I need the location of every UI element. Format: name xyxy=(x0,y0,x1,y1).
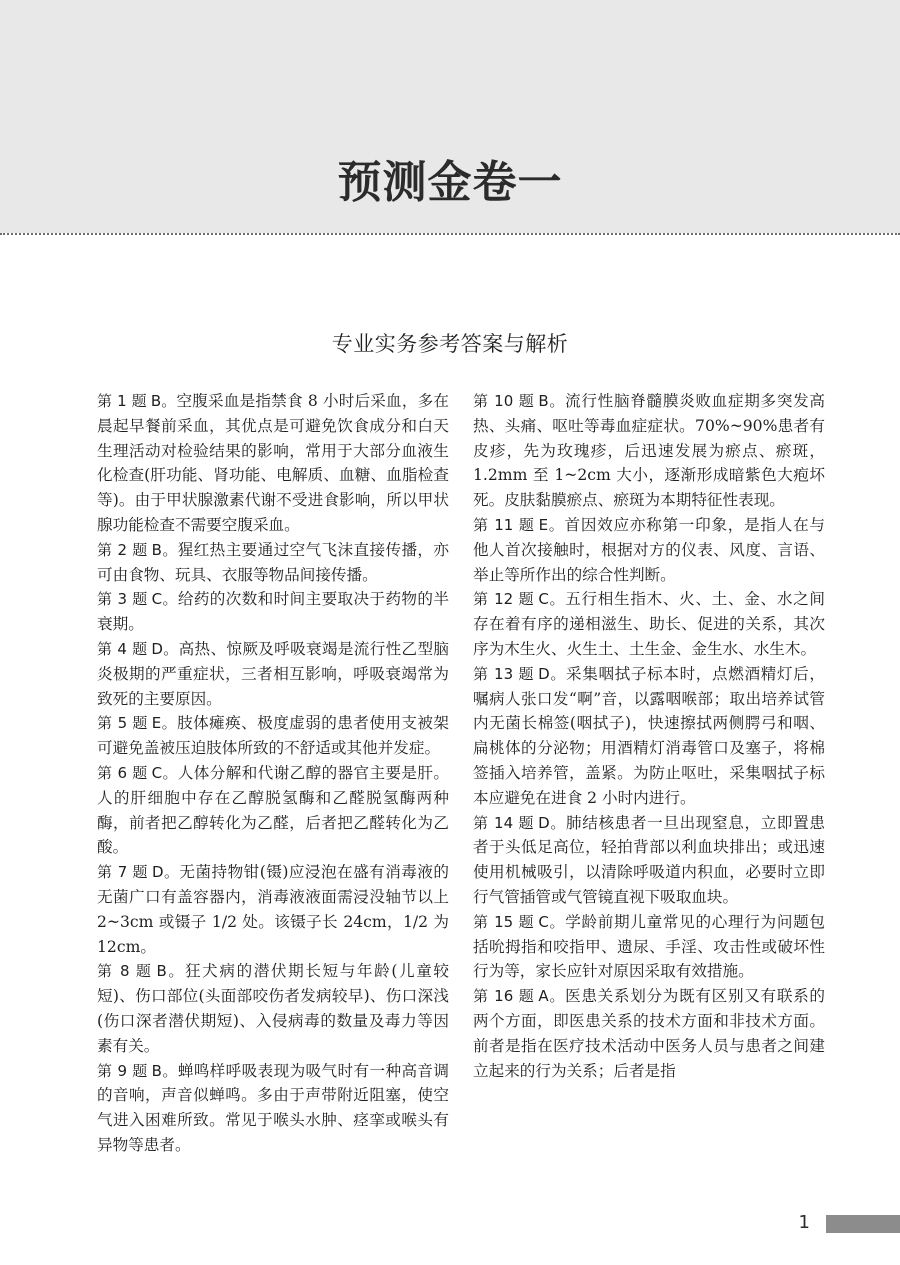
answer-choice: C。 xyxy=(538,590,566,609)
answer-explanation: 流行性脑脊髓膜炎败血症期多突发高热、头痛、呕吐等毒血症症状。70%~90%患者有皮疹，先为玫瑰疹，后迅速发展为瘀点、瘀斑，1.2mm 至 1~2cm 大小，逐渐形成暗紫色大疱坏死。皮肤黏膜瘀点、瘀斑为本期特征性表现。 xyxy=(473,392,825,510)
question-number: 第 3 题 xyxy=(97,590,148,609)
answer-choice: E。 xyxy=(538,515,565,534)
question-number: 第 8 题 xyxy=(97,962,153,981)
answer-choice: D。 xyxy=(538,664,566,683)
answer-14 xyxy=(473,811,825,910)
answer-8 xyxy=(97,959,449,1058)
question-number: 第 9 题 xyxy=(97,1061,148,1080)
answer-choice: A。 xyxy=(538,987,566,1006)
dotted-divider xyxy=(0,233,900,235)
answer-6 xyxy=(97,761,449,860)
question-number: 第 16 题 xyxy=(473,987,535,1006)
answer-explanation: 无菌持物钳(镊)应浸泡在盛有消毒液的无菌广口有盖容器内，消毒液液面需浸没轴节以上 2~3cm 或镊子 1/2 处。该镊子长 24cm，1/2 为 12cm。 xyxy=(97,863,449,956)
answer-7 xyxy=(97,860,449,959)
answer-explanation: 蝉鸣样呼吸表现为吸气时有一种高音调的音响，声音似蝉鸣。多由于声带附近阻塞，使空气进入困难所致。常见于喉头水肿、痉挛或喉头有异物等患者。 xyxy=(97,1061,449,1154)
question-number: 第 10 题 xyxy=(473,392,535,410)
answer-choice: B。 xyxy=(151,1061,178,1080)
answer-choice: D。 xyxy=(151,639,179,658)
answer-explanation: 空腹采血是指禁食 8 小时后采血，多在晨起早餐前采血，其优点是可避免饮食成分和白天生理活动对检验结果的影响，常用于大部分血液生化检查(肝功能、肾功能、电解质、血糖、血脂检查等)。由于甲状腺激素代谢不受进食影响，所以甲状腺功能检查不需要空腹采血。 xyxy=(97,392,449,534)
page-tab-marker xyxy=(826,1215,900,1233)
answer-choice: C。 xyxy=(151,590,178,609)
answer-explanation: 首因效应亦称第一印象，是指人在与他人首次接触时，根据对方的仪表、风度、言语、举止等所作出的综合性判断。 xyxy=(473,515,825,584)
answer-1 xyxy=(97,389,449,538)
answer-choice: B。 xyxy=(156,962,185,981)
answer-9 xyxy=(97,1059,449,1158)
answer-explanation: 人体分解和代谢乙醇的器官主要是肝。人的肝细胞中存在乙醇脱氢酶和乙醛脱氢酶两种酶，前者把乙醇转化为乙醛，后者把乙醛转化为乙酸。 xyxy=(97,763,449,857)
answer-explanation: 肺结核患者一旦出现窒息，立即置患者于头低足高位，轻拍背部以利血块排出；或迅速使用机械吸引，以清除呼吸道内积血，必要时立即行气管插管或气管镜直视下吸取血块。 xyxy=(473,813,825,906)
answer-explanation: 猩红热主要通过空气飞沫直接传播，亦可由食物、玩具、衣服等物品间接传播。 xyxy=(97,540,449,584)
question-number: 第 5 题 xyxy=(97,714,148,733)
question-number: 第 15 题 xyxy=(473,912,535,931)
answer-explanation: 五行相生指木、火、土、金、水之间存在着有序的递相滋生、助长、促进的关系，其次序为木生火、火生土、土生金、金生水、水生木。 xyxy=(473,590,825,658)
answer-explanation: 学龄前期儿童常见的心理行为问题包括吮拇指和咬指甲、遗尿、手淫、攻击性或破坏性行为等，家长应针对原因采取有效措施。 xyxy=(473,912,825,981)
question-number: 第 1 题 xyxy=(97,392,147,410)
answer-3 xyxy=(97,587,449,637)
question-number: 第 4 题 xyxy=(97,639,148,658)
answer-choice: D。 xyxy=(538,813,566,832)
answer-explanation: 采集咽拭子标本时，点燃酒精灯后，嘱病人张口发“啊”音，以露咽喉部；取出培养试管内无菌长棉签(咽拭子)，快速擦拭两侧腭弓和咽、扁桃体的分泌物；用酒精灯消毒管口及塞子，将棉签插入培养管，盖紧。为防止呕吐，采集咽拭子标本应避免在进食 2 小时内进行。 xyxy=(473,664,825,807)
answer-4 xyxy=(97,637,449,711)
answer-15 xyxy=(473,910,825,984)
answer-explanation: 狂犬病的潜伏期长短与年龄(儿童较短)、伤口部位(头面部咬伤者发病较早)、伤口深浅(伤口深者潜伏期短)、入侵病毒的数量及毒力等因素有关。 xyxy=(97,962,449,1055)
answer-10 xyxy=(473,389,825,513)
answer-choice: B。 xyxy=(151,540,178,559)
answer-explanation: 医患关系划分为既有区别又有联系的两个方面，即医患关系的技术方面和非技术方面。前者是指在医疗技术活动中医务人员与患者之间建立起来的行为关系；后者是指 xyxy=(473,987,825,1080)
answer-12 xyxy=(473,587,825,661)
answer-16 xyxy=(473,984,825,1083)
left-column xyxy=(97,389,449,1158)
answer-choice: B。 xyxy=(538,392,566,410)
answer-11 xyxy=(473,513,825,587)
page-number: 1 xyxy=(798,1212,810,1233)
page-title: 预测金卷一 xyxy=(337,157,563,208)
answer-explanation: 肢体瘫痪、极度虚弱的患者使用支被架可避免盖被压迫肢体所致的不舒适或其他并发症。 xyxy=(97,714,449,758)
question-number: 第 11 题 xyxy=(473,515,535,534)
answer-5 xyxy=(97,711,449,761)
question-number: 第 14 题 xyxy=(473,813,535,832)
question-number: 第 13 题 xyxy=(473,664,535,683)
answer-2 xyxy=(97,538,449,588)
answer-choice: D。 xyxy=(151,863,180,882)
right-column xyxy=(473,389,825,1083)
question-number: 第 7 题 xyxy=(97,863,148,882)
question-number: 第 12 题 xyxy=(473,590,535,609)
answer-explanation: 给药的次数和时间主要取决于药物的半衰期。 xyxy=(97,590,449,634)
answer-choice: C。 xyxy=(538,912,566,931)
answer-explanation: 高热、惊厥及呼吸衰竭是流行性乙型脑炎极期的严重症状，三者相互影响，呼吸衰竭常为致死的主要原因。 xyxy=(97,639,449,708)
answer-choice: E。 xyxy=(151,714,178,733)
section-title: 专业实务参考答案与解析 xyxy=(331,332,569,356)
question-number: 第 2 题 xyxy=(97,540,148,559)
answer-choice: C。 xyxy=(151,763,178,782)
answer-choice: B。 xyxy=(150,392,177,410)
answer-13 xyxy=(473,662,825,811)
question-number: 第 6 题 xyxy=(97,763,148,782)
